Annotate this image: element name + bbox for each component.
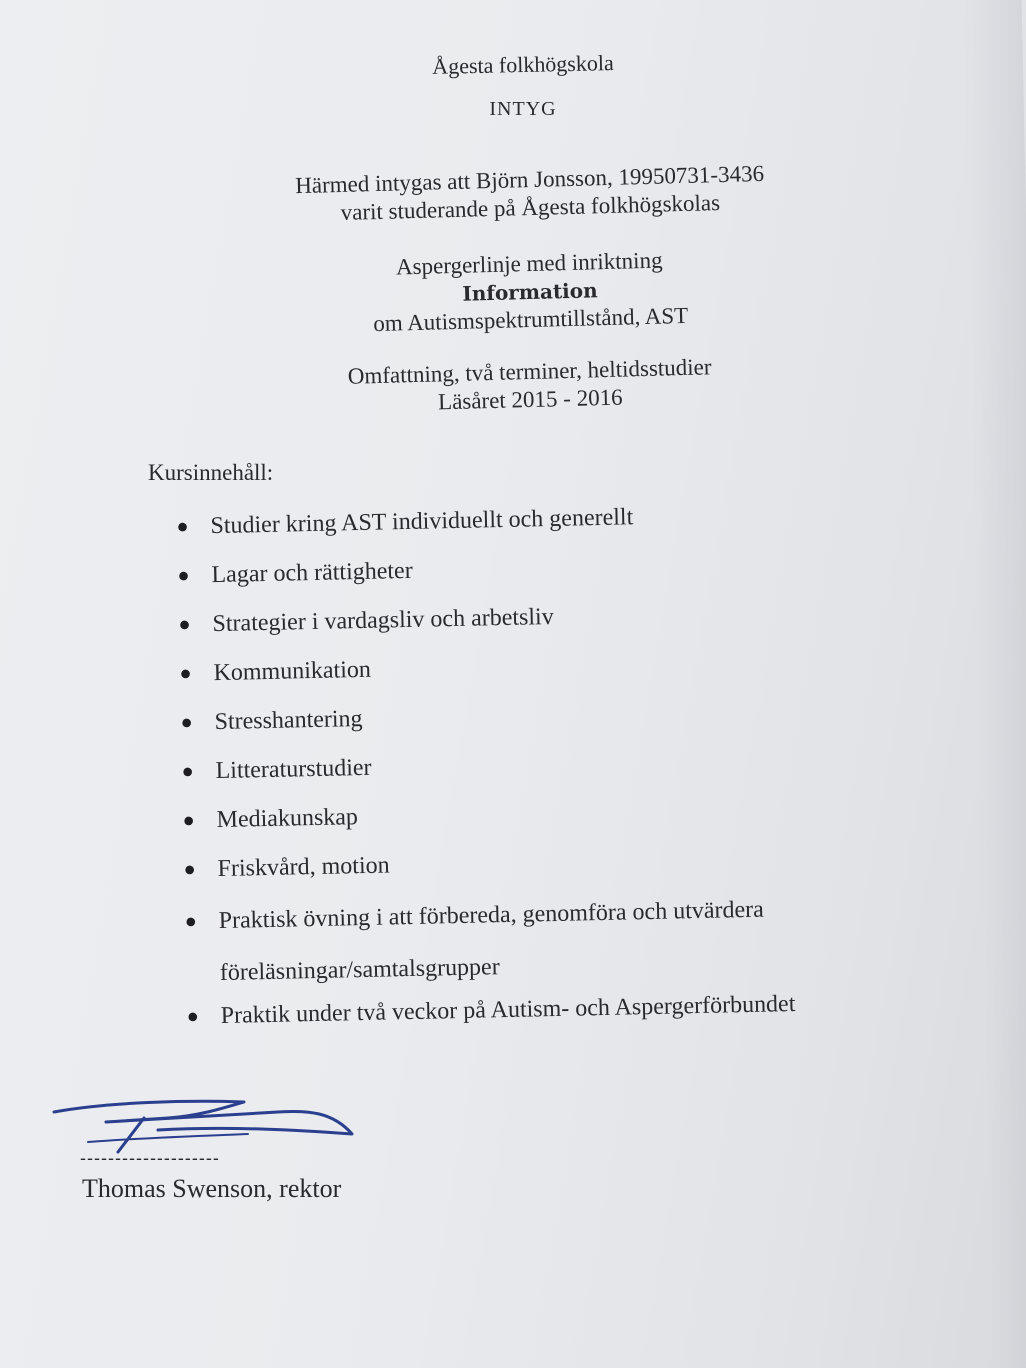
- program-line-2: Information: [462, 278, 598, 306]
- bullet-icon: ●: [178, 613, 191, 636]
- bullet-icon: ●: [176, 515, 189, 538]
- list-item: ● Studier kring AST individuellt och generellt: [168, 488, 929, 553]
- intro-text: [0, 152, 1026, 236]
- list-item: ● Stresshantering: [172, 684, 933, 749]
- course-content-heading: Kursinnehåll:: [148, 460, 274, 485]
- bullet-icon: ●: [184, 910, 198, 933]
- program-line-3: om Autismspektrumtillstånd, AST: [372, 302, 689, 337]
- scope-line-2: Läsåret 2015 - 2016: [437, 384, 623, 415]
- bullet-icon: ●: [183, 858, 196, 881]
- list-item: ● Litteraturstudier: [173, 733, 934, 798]
- list-item: ● Praktisk övning i att förbereda, genomföra och utvärdera föreläsningar/samtalsgrupper: [184, 896, 765, 987]
- bullet-icon: ●: [181, 760, 194, 783]
- intro-line-2: varit studerande på Ågesta folkhögskolas: [340, 190, 721, 225]
- school-name: Ågesta folkhögskola: [432, 50, 614, 79]
- scope-text: [0, 344, 1026, 428]
- list-item: ● Mediakunskap: [174, 782, 935, 847]
- scope-line-1: Omfattning, två terminer, heltidsstudier: [347, 354, 712, 389]
- list-item: ● Lagar och rättigheter: [169, 537, 930, 602]
- bullet-icon: ●: [180, 711, 193, 734]
- list-item: ● Friskvård, motion: [175, 831, 936, 896]
- signature-line: --------------------: [80, 1148, 220, 1168]
- signer-name: Thomas Swenson, rektor: [82, 1174, 342, 1203]
- list-item: ● Praktik under två veckor på Autism- och Aspergerförbundet: [178, 978, 939, 1043]
- course-list: [168, 488, 939, 1043]
- bullet-icon: ●: [177, 564, 190, 587]
- bullet-icon: ●: [186, 1005, 200, 1028]
- program-line-1: Aspergerlinje med inriktning: [395, 247, 663, 280]
- document-type: INTYG: [489, 98, 557, 120]
- bullet-icon: ●: [179, 662, 192, 685]
- list-item: ● Strategier i vardagsliv och arbetsliv: [170, 586, 931, 651]
- intro-line-1: Härmed intygas att Björn Jonsson, 19950731-3436: [294, 160, 765, 199]
- bullet-icon: ●: [182, 809, 195, 832]
- program-text: [0, 236, 1026, 348]
- list-item: ● Kommunikation: [171, 635, 932, 700]
- list-item-continuation: föreläsningar/samtalsgrupper: [219, 954, 500, 987]
